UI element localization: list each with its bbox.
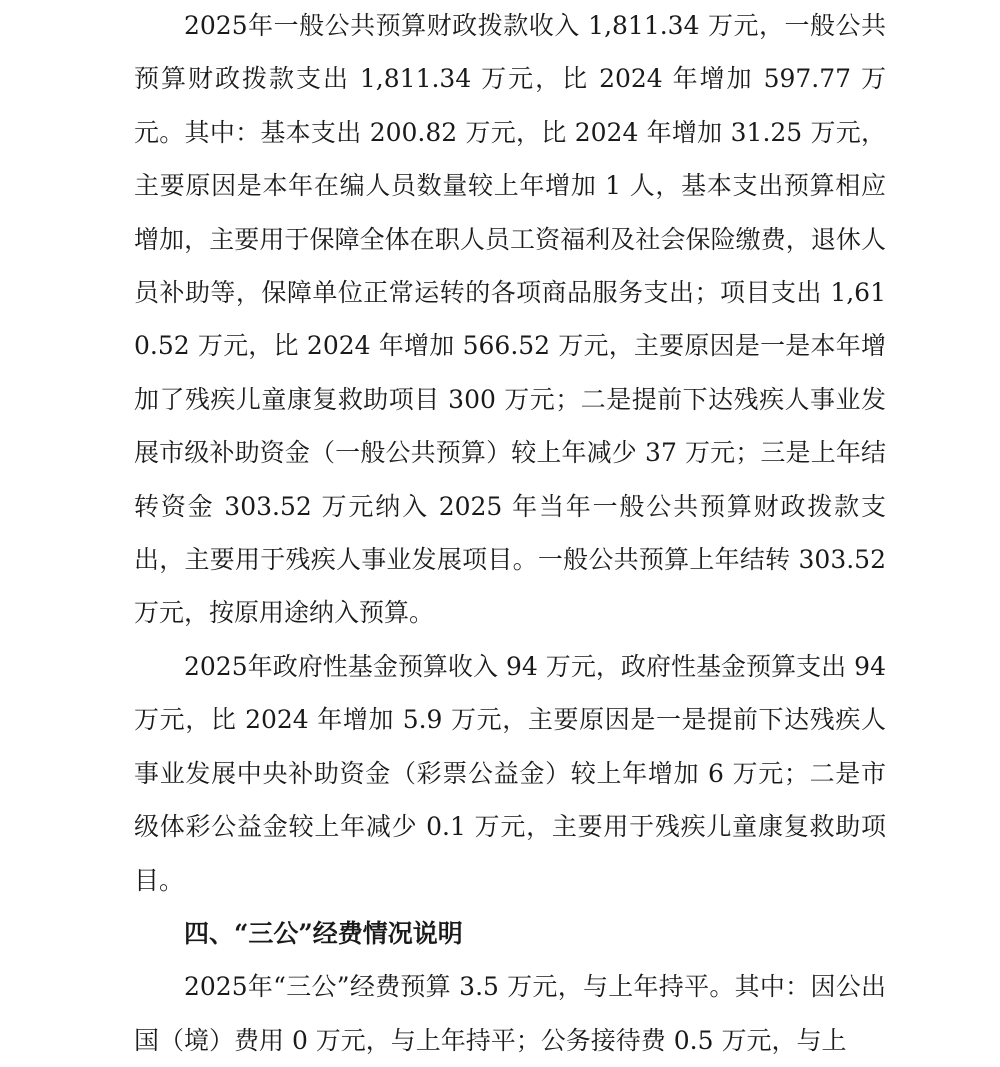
paragraph-three-public-expenses: 2025年“三公”经费预算 3.5 万元，与上年持平。其中：因公出国（境）费用 0 万元，与上年持平；公务接待费 0.5 万元，与上 [134,972,886,1055]
paragraph-government-fund: 2025年政府性基金预算收入 94 万元，政府性基金预算支出 94 万元，比 2024 年增加 5.9 万元，主要原因是一是提前下达残疾人事业发展中央补助资金（彩票公益金）较上年增加 6 万元；二是市级体彩公益金较上年减少 0.1 万元，主要用于残疾儿童康复救助项目。 [134,651,886,895]
paragraph-general-budget: 2025年一般公共预算财政拨款收入 1,811.34 万元，一般公共预算财政拨款支出 1,811.34 万元，比 2024 年增加 597.77 万元。其中：基本支出 200.82 万元，比 2024 年增加 31.25 万元，主要原因是本年在编人员数量较上年增加 1 人，基本支出预算相应增加，主要用于保障全体在职人员工资福利及社会保险缴费，退休人员补助等，保障单位正常运转的各项商品服务支出；项目支出 1,610.52 万元，比 2024 年增加 566.52 万元，主要原因是一是本年增加了残疾儿童康复救助项目 300 万元；二是提前下达残疾人事业发展市级补助资金（一般公共预算）较上年减少 37 万元；三是上年结转资金 303.52 万元纳入 2025 年当年一般公共预算财政拨款支出，主要用于残疾人事业发展项目。一般公共预算上年结转 303.52 万元，按原用途纳入预算。 [134,11,886,628]
document-page [134,0,886,1067]
section-heading-three-public-expenses: 四、“三公”经费情况说明 [184,918,463,948]
